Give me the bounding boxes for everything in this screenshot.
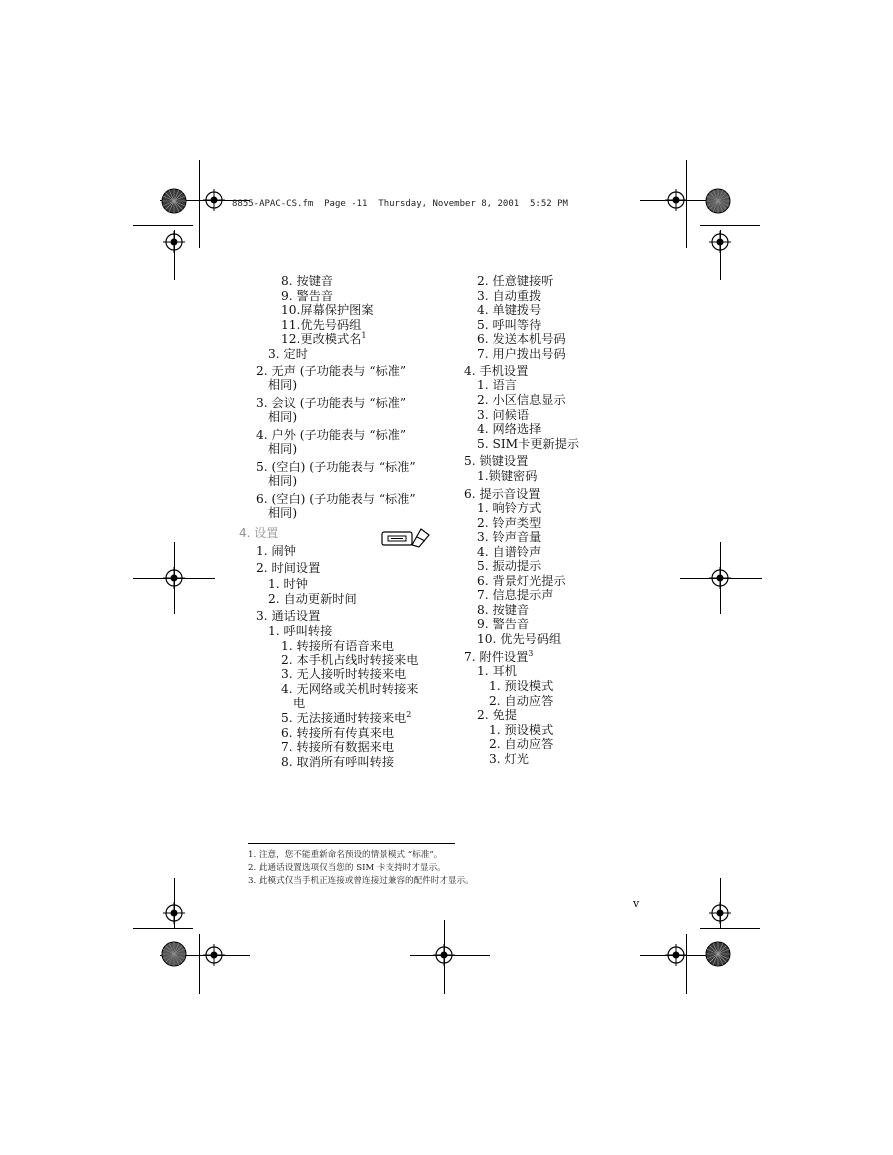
list-item: 8. 按键音: [281, 274, 334, 288]
list-item: 2. 铃声类型: [477, 516, 542, 530]
list-item: 相同): [268, 410, 298, 424]
footnote-ref: 3: [528, 648, 534, 658]
list-item: 6. 转接所有传真来电: [281, 726, 395, 740]
list-item: 3. 自动重拨: [477, 289, 542, 303]
registration-mark-icon: [709, 902, 731, 924]
registration-mark-icon: [433, 944, 455, 966]
crop-line: [700, 928, 760, 929]
list-item: 1. 呼叫转接: [268, 624, 333, 638]
color-target-icon: [161, 941, 187, 967]
list-item: 2. 自动更新时间: [268, 592, 357, 606]
list-item: 3. 定时: [268, 347, 308, 361]
list-item-label: 7. 附件设置: [464, 650, 529, 664]
section-heading: 4. 设置: [239, 526, 279, 540]
list-item: 5. SIM卡更新提示: [477, 437, 580, 451]
list-item: 相同): [268, 442, 298, 456]
registration-mark-icon: [163, 902, 185, 924]
list-item: 9. 警告音: [281, 289, 334, 303]
list-item: 5. (空白) (子功能表与 “标准”: [256, 460, 416, 474]
registration-mark-icon: [665, 944, 687, 966]
crop-line: [133, 928, 193, 929]
color-target-icon: [161, 188, 187, 214]
footnote-ref: 2: [406, 709, 412, 719]
list-item: 5. 锁键设置: [464, 454, 529, 468]
list-item: 3. 问候语: [477, 408, 530, 422]
list-item: 电: [293, 696, 306, 710]
list-item: 2. 无声 (子功能表与 “标准”: [256, 364, 407, 378]
list-item: 1. 语言: [477, 378, 517, 392]
list-item: 4. 户外 (子功能表与 “标准”: [256, 428, 407, 442]
list-item: 2. 本手机占线时转接来电: [281, 653, 419, 667]
list-item: 4. 单键拨号: [477, 303, 542, 317]
color-target-icon: [705, 188, 731, 214]
list-item: 1. 预设模式: [489, 723, 554, 737]
list-item-label: 5. 无法接通时转接来电: [281, 711, 407, 725]
registration-mark-icon: [203, 944, 225, 966]
page-number: v: [633, 897, 640, 910]
list-item: 5. 振动提示: [477, 559, 542, 573]
list-item: 7. 用户拨出号码: [477, 347, 566, 361]
footnote: 1. 注意，您不能重新命名预设的情景模式 “标准”。: [248, 850, 443, 860]
list-item: 1. 转接所有语音来电: [281, 639, 395, 653]
registration-mark-icon: [203, 189, 225, 211]
crop-line: [199, 160, 200, 248]
registration-mark-icon: [163, 567, 185, 589]
list-item: [281, 711, 411, 726]
list-item-label: 12.更改模式名: [281, 332, 362, 346]
list-item: 7. 转接所有数据来电: [281, 740, 395, 754]
color-target-icon: [705, 941, 731, 967]
list-item: 2. 时间设置: [256, 561, 321, 575]
footnote-ref: 1: [361, 330, 367, 340]
registration-mark-icon: [709, 231, 731, 253]
menu-key-icon: [381, 527, 431, 549]
list-item: 3. 无人接听时转接来电: [281, 667, 407, 681]
registration-mark-icon: [665, 189, 687, 211]
list-item: 1. 预设模式: [489, 679, 554, 693]
list-item: 相同): [268, 378, 298, 392]
list-item: 1. 闹钟: [256, 544, 296, 558]
list-item: 1. 响铃方式: [477, 501, 542, 515]
list-item: 6. 背景灯光提示: [477, 574, 566, 588]
list-item: 2. 自动应答: [489, 694, 554, 708]
list-item: [281, 332, 366, 347]
crop-line: [133, 225, 193, 226]
footnote: 2. 此通话设置选项仅当您的 SIM 卡支持时才显示。: [248, 863, 446, 873]
list-item: 3. 铃声音量: [477, 530, 542, 544]
list-item: 4. 网络选择: [477, 422, 542, 436]
list-item: 1. 耳机: [477, 664, 517, 678]
list-item: 2. 任意键接听: [477, 274, 554, 288]
list-item: 2. 免提: [477, 708, 517, 722]
list-item: 6. 发送本机号码: [477, 332, 566, 346]
list-item: 2. 自动应答: [489, 737, 554, 751]
list-item: 4. 自谱铃声: [477, 545, 542, 559]
registration-mark-icon: [709, 567, 731, 589]
print-slug: 8855-APAC-CS.fm Page -11 Thursday, November 8, 2001 5:52 PM: [232, 199, 568, 209]
list-item: 3. 灯光: [489, 752, 529, 766]
crop-line: [199, 934, 200, 994]
list-item: 相同): [268, 506, 298, 520]
list-item: 8. 按键音: [477, 603, 530, 617]
list-item: 3. 会议 (子功能表与 “标准”: [256, 396, 407, 410]
list-item: 4. 无网络或关机时转接来: [281, 682, 419, 696]
list-item: 1.锁键密码: [477, 469, 538, 483]
list-item: 4. 手机设置: [464, 364, 529, 378]
list-item: 5. 呼叫等待: [477, 318, 542, 332]
list-item: 1. 时钟: [268, 577, 308, 591]
footnote-divider: [248, 843, 455, 844]
list-item: 9. 警告音: [477, 617, 530, 631]
list-item: 10.屏幕保护图案: [281, 303, 374, 317]
list-item: 11.优先号码组: [281, 318, 362, 332]
list-item: 7. 信息提示声: [477, 588, 554, 602]
list-item: 3. 通话设置: [256, 609, 321, 623]
list-item: 相同): [268, 474, 298, 488]
footnote: 3. 此模式仅当手机正连接或曾连接过兼容的配件时才显示。: [248, 876, 474, 886]
registration-mark-icon: [163, 231, 185, 253]
list-item: [464, 650, 533, 665]
list-item: 2. 小区信息显示: [477, 393, 566, 407]
list-item: 6. 提示音设置: [464, 487, 541, 501]
list-item: 8. 取消所有呼叫转接: [281, 755, 395, 769]
list-item: 6. (空白) (子功能表与 “标准”: [256, 492, 416, 506]
list-item: 10. 优先号码组: [477, 632, 562, 646]
crop-line: [700, 225, 760, 226]
